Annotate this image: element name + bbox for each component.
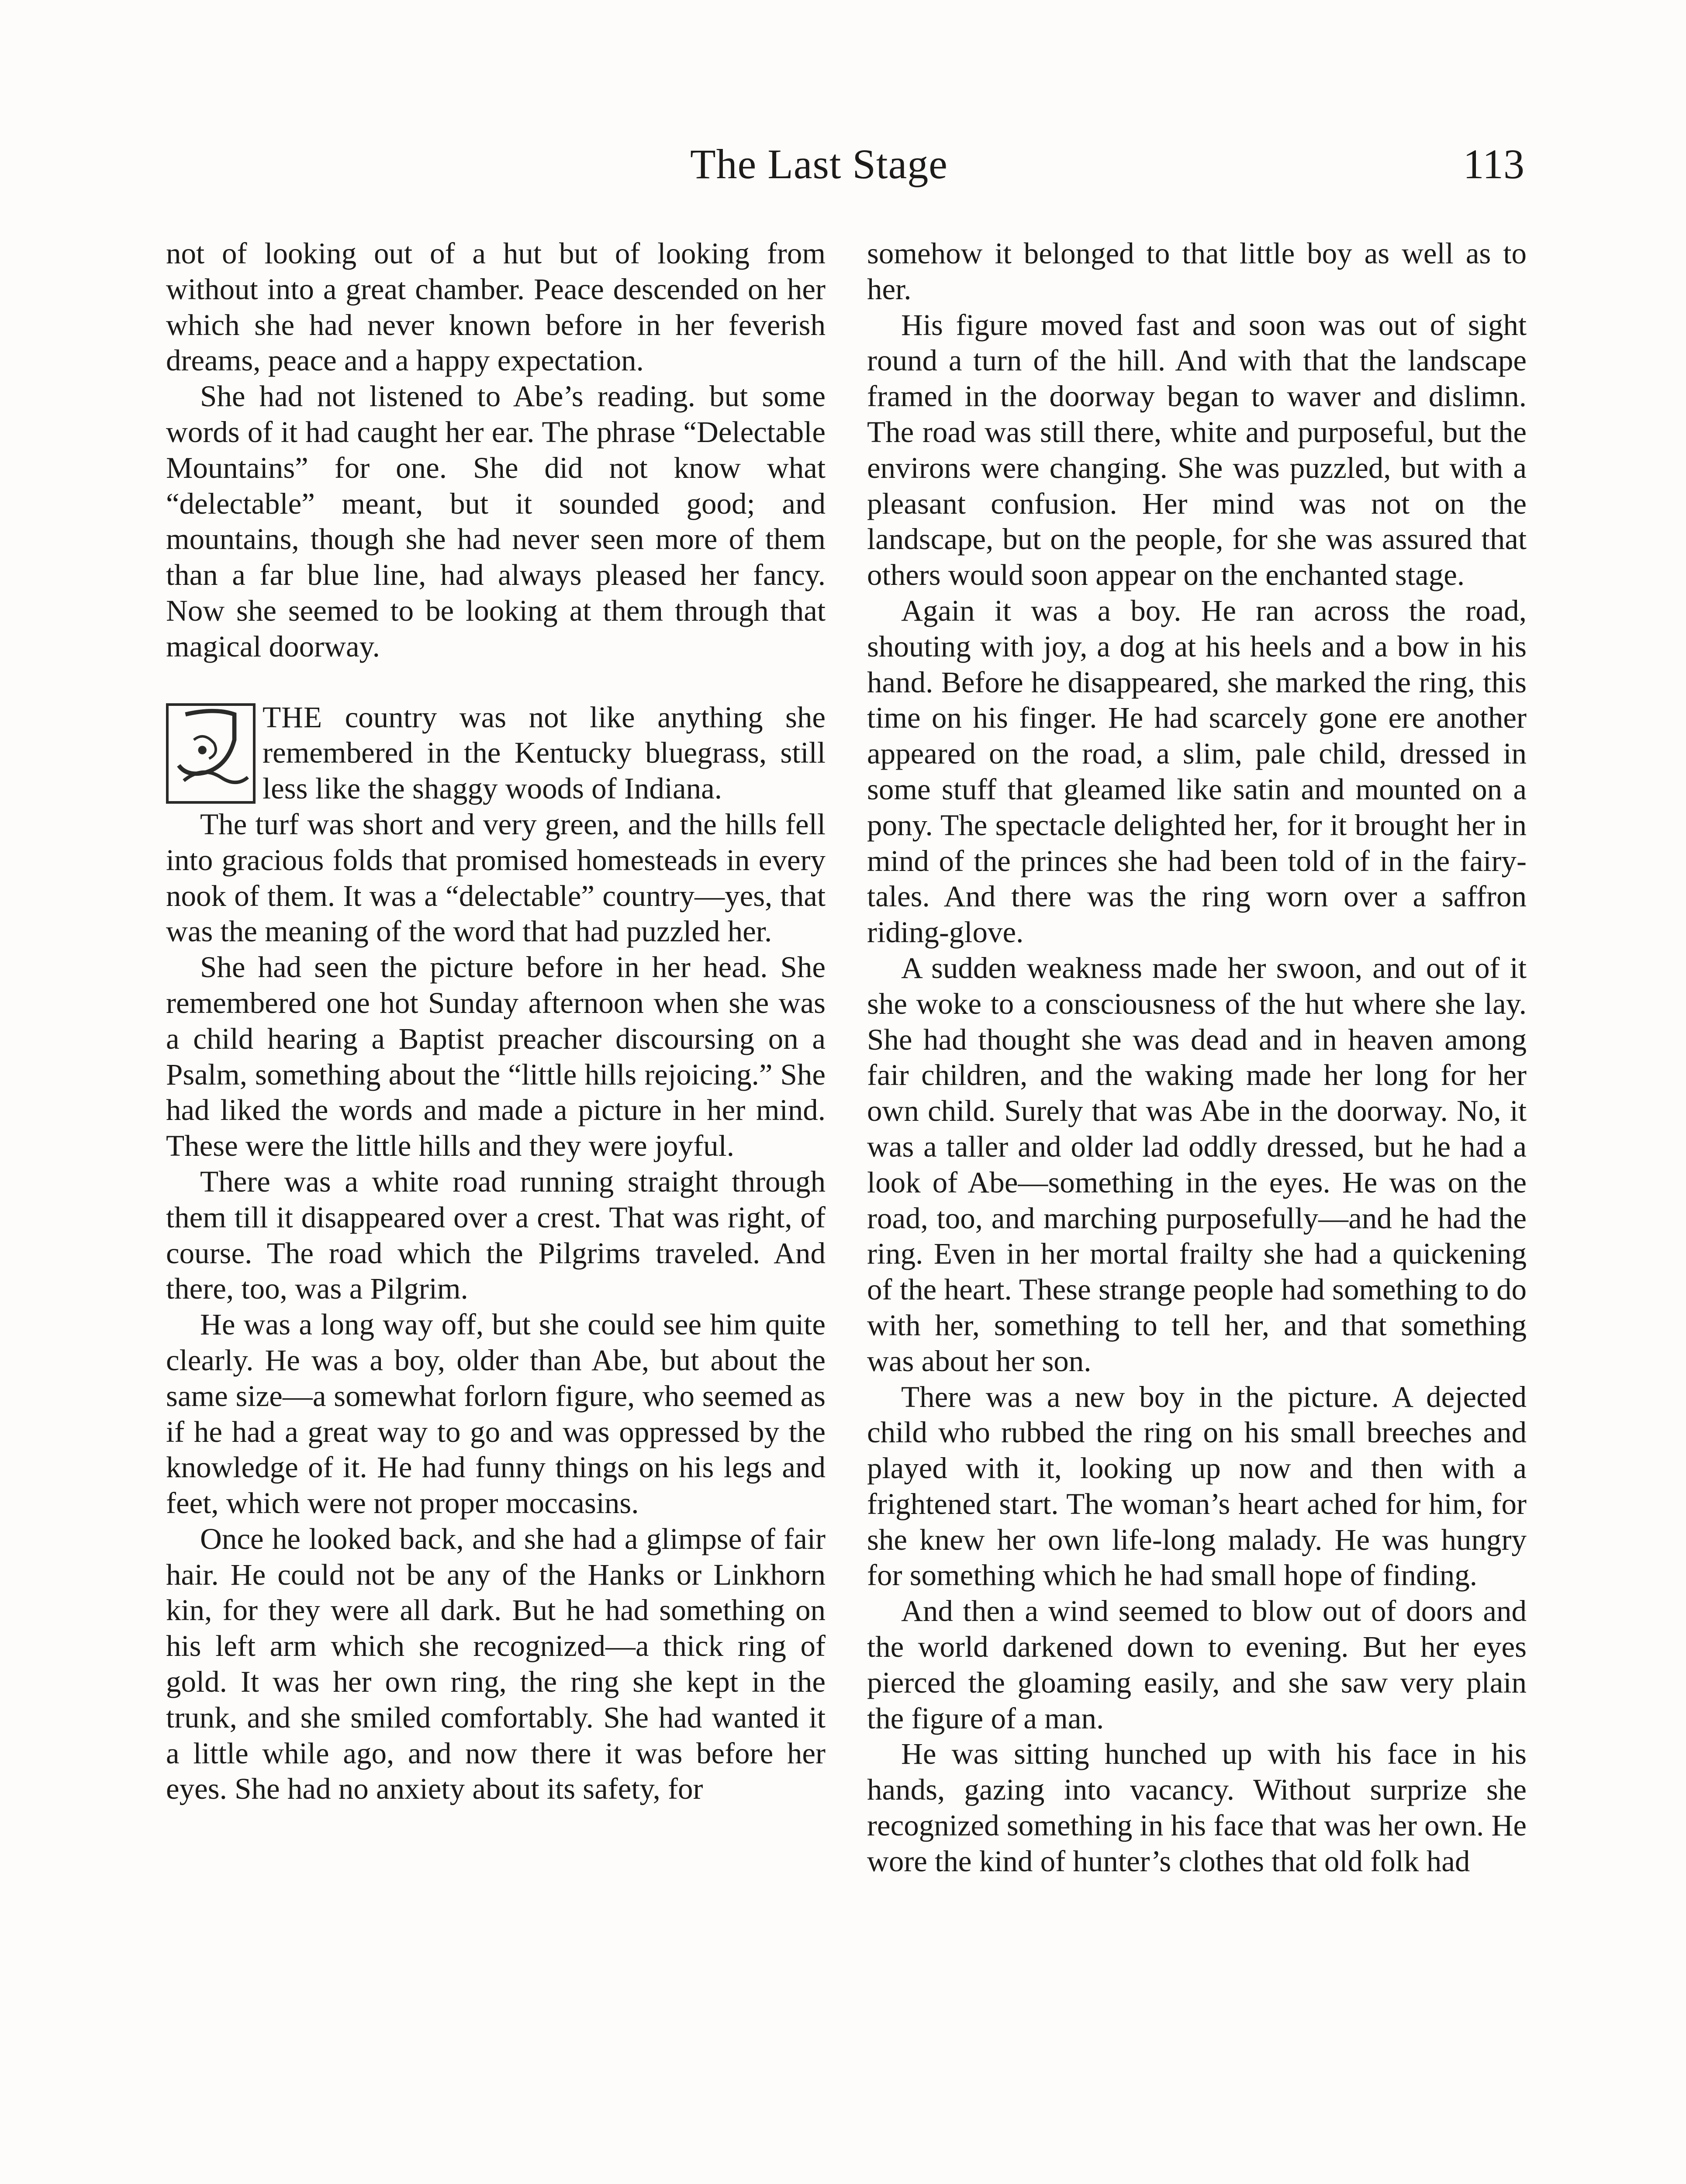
paragraph: She had not listened to Abe’s reading. but some words of it had caught her ear. The phrase “Delectable Mountains” for one. She did not know what “delectable” meant, but it sounded good; and mountains, though she had never seen more of them than a far blue line, had always pleased her fancy. Now she seemed to be looking at them through that magical doorway. [166, 380, 826, 663]
paragraph: He was sitting hunched up with his face in his hands, gazing into vacancy. Without surprize she recognized something in his face that was her own. He wore the kind of hunter’s clothes that old folk had [867, 1737, 1527, 1878]
paragraph: There was a white road running straight through them till it disappeared over a crest. That was right, of course. The road which the Pilgrims traveled. And there, too, was a Pilgrim. [166, 1165, 826, 1306]
paragraph: She had seen the picture before in her head. She remembered one hot Sunday afternoon when she was a child hearing a Baptist preacher discoursing on a Psalm, something about the “little hills rejoicing.” She had liked the words and made a picture in her mind. These were the little hills and they were joyful. [166, 950, 826, 1163]
paragraph: somehow it belonged to that little boy as well as to her. [867, 237, 1527, 306]
paragraph: The turf was short and very green, and the hills fell into gracious folds that promised homesteads in every nook of them. It was a “delectable” country—yes, that was the meaning of the word that had puzzled her. [166, 807, 826, 948]
paragraph: And then a wind seemed to blow out of doors and the world darkened down to evening. But her eyes pierced the gloaming easily, and she saw very plain the figure of a man. [867, 1594, 1527, 1735]
paragraph: Once he looked back, and she had a glimpse of fair hair. He could not be any of the Hanks or Linkhorn kin, for they were all dark. But he had something on his left arm which she recognized—a thick ring of gold. It was her own ring, the ring she kept in the trunk, and she smiled comfortably. She had wanted it a little while ago, and now there it was before her eyes. She had no anxiety about its safety, for [166, 1522, 826, 1806]
page-header [0, 140, 1686, 210]
paragraph: A sudden weakness made her swoon, and out of it she woke to a consciousness of the hut where she lay. She had thought she was dead and in heaven among fair children, and the waking made her long for her own child. Surely that was Abe in the doorway. No, it was a taller and older lad oddly dressed, but he had a look of Abe—something in the eyes. He was on the road, too, and marching purposefully—and he had the ring. Even in her mortal frailty she had a quickening of the heart. These strange people had something to do with her, something to tell her, and that something was about her son. [867, 951, 1527, 1378]
section-lead-word: THE [263, 700, 323, 734]
paragraph: He was a long way off, but she could see him quite clearly. He was a boy, older than Abe, but about the same size—a somewhat forlorn figure, who seemed as if he had a great way to go and was oppressed by the knowledge of it. He had funny things on his legs and feet, which were not proper moccasins. [166, 1308, 826, 1520]
ornamental-initial-icon [166, 703, 256, 804]
paragraph: His figure moved fast and soon was out of sight round a turn of the hill. And with that the landscape framed in the doorway began to waver and dislimn. The road was still there, white and purposeful, but the environs were changing. She was puzzled, but with a pleasant confusion. Her mind was not on the landscape, but on the people, for she was assured that others would soon appear on the enchanted stage. [867, 308, 1527, 592]
paragraph: There was a new boy in the picture. A dejected child who rubbed the ring on his small breeches and played with it, looking up now and then with a frightened start. The woman’s heart ached for him, for she knew her own life-long malady. He was hungry for something which he had small hope of finding. [867, 1380, 1527, 1592]
left-column [166, 236, 826, 1807]
paragraph: not of looking out of a hut but of looking from without into a great chamber. Peace descended on her which she had never known before in her feverish dreams, peace and a happy expectation. [166, 237, 826, 377]
page-number: 113 [1463, 141, 1524, 187]
running-title: The Last Stage [690, 141, 948, 187]
section-opening-paragraph [166, 700, 826, 807]
right-column [867, 236, 1527, 1880]
section-text: country was not like anything she remembered in the Kentucky bluegrass, still less like the shaggy woods of Indiana. [263, 700, 826, 805]
paragraph: Again it was a boy. He ran across the road, shouting with joy, a dog at his heels and a bow in his hand. Before he disappeared, she marked the ring, this time on his finger. He had scarcely gone ere another appeared on the road, a slim, pale child, dressed in some stuff that gleamed like satin and mounted on a pony. The spectacle delighted her, for it brought her in mind of the princes she had been told of in the fairy-tales. And there was the ring worn over a saffron riding-glove. [867, 594, 1527, 949]
